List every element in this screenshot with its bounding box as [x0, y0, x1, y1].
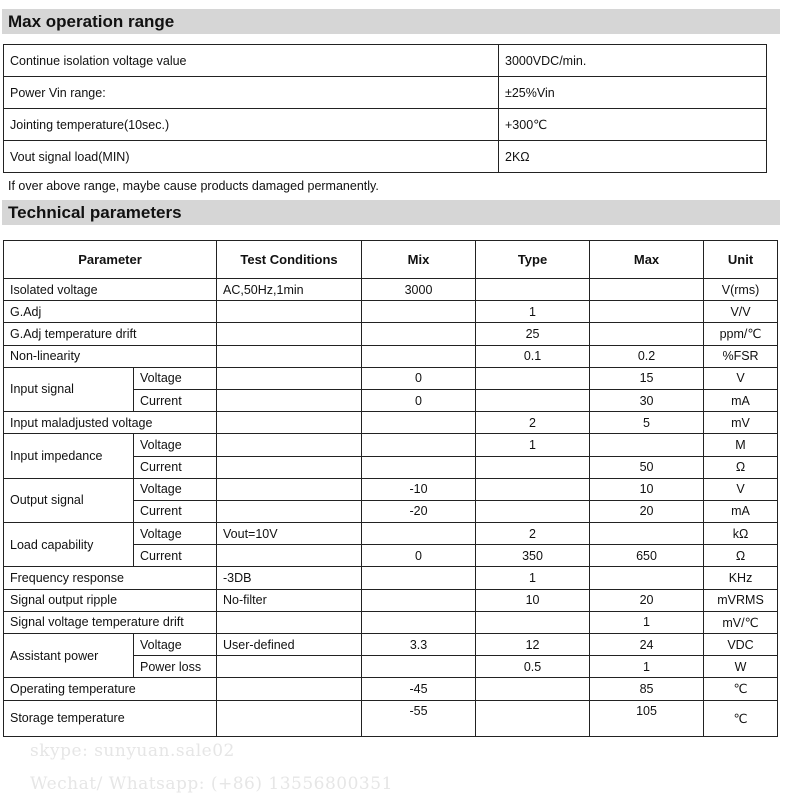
param-sub: Current	[134, 545, 217, 567]
table-row	[4, 45, 767, 77]
header-test-conditions: Test Conditions	[217, 241, 362, 279]
param-unit: Ω	[704, 456, 778, 478]
param-unit: W	[704, 656, 778, 678]
param-unit: kΩ	[704, 523, 778, 545]
param-name: Frequency response	[4, 567, 217, 589]
table-row	[4, 611, 778, 633]
table-row	[4, 678, 778, 700]
param-name: Non-linearity	[4, 345, 217, 367]
param-type	[476, 611, 590, 633]
param-unit: VDC	[704, 634, 778, 656]
table-row	[4, 301, 778, 323]
param-mix	[362, 323, 476, 345]
header-max: Max	[590, 241, 704, 279]
table-row	[4, 77, 767, 109]
table-row	[4, 345, 778, 367]
param-max	[590, 567, 704, 589]
table-row	[4, 141, 767, 173]
param-mix	[362, 412, 476, 434]
param-max: 24	[590, 634, 704, 656]
param-type: 12	[476, 634, 590, 656]
param-type: 0.1	[476, 345, 590, 367]
param-name: Input maladjusted voltage	[4, 412, 217, 434]
param-cond	[217, 323, 362, 345]
param-sub: Power loss	[134, 656, 217, 678]
param-type	[476, 478, 590, 500]
param-name: Load capability	[4, 523, 134, 567]
param-type: 350	[476, 545, 590, 567]
range-name: Jointing temperature(10sec.)	[4, 109, 499, 141]
param-max	[590, 323, 704, 345]
param-name: Signal voltage temperature drift	[4, 611, 217, 633]
param-sub: Voltage	[134, 478, 217, 500]
tech-params-heading: Technical parameters	[2, 200, 780, 225]
header-parameter: Parameter	[4, 241, 217, 279]
skype-watermark: skype: sunyuan.sale02	[30, 741, 235, 761]
table-row	[4, 567, 778, 589]
param-mix	[362, 611, 476, 633]
param-cond: -3DB	[217, 567, 362, 589]
param-max	[590, 523, 704, 545]
param-type: 1	[476, 301, 590, 323]
param-max	[590, 279, 704, 301]
param-unit: KHz	[704, 567, 778, 589]
param-cond: User-defined	[217, 634, 362, 656]
param-max	[590, 434, 704, 456]
param-type: 1	[476, 434, 590, 456]
param-cond	[217, 301, 362, 323]
param-unit: mA	[704, 500, 778, 522]
param-cond	[217, 545, 362, 567]
param-sub: Voltage	[134, 367, 217, 389]
table-row	[4, 589, 778, 611]
param-mix: -20	[362, 500, 476, 522]
param-unit: V/V	[704, 301, 778, 323]
param-mix: 3.3	[362, 634, 476, 656]
param-type	[476, 500, 590, 522]
param-max: 10	[590, 478, 704, 500]
param-unit: M	[704, 434, 778, 456]
max-range-table	[3, 44, 767, 173]
param-unit: V(rms)	[704, 279, 778, 301]
param-max: 20	[590, 500, 704, 522]
param-mix: -10	[362, 478, 476, 500]
param-mix: 0	[362, 389, 476, 411]
table-row	[4, 367, 778, 389]
param-name: Output signal	[4, 478, 134, 522]
param-max: 15	[590, 367, 704, 389]
param-sub: Voltage	[134, 634, 217, 656]
param-unit: mA	[704, 389, 778, 411]
param-sub: Voltage	[134, 523, 217, 545]
param-name: Assistant power	[4, 634, 134, 678]
header-mix: Mix	[362, 241, 476, 279]
param-mix	[362, 656, 476, 678]
wechat-watermark: Wechat/ Whatsapp: (+86) 13556800351	[30, 774, 393, 794]
range-value: ±25%Vin	[499, 77, 767, 109]
param-cond	[217, 434, 362, 456]
table-row	[4, 700, 778, 736]
range-value: +300℃	[499, 109, 767, 141]
param-cond	[217, 345, 362, 367]
param-name: G.Adj temperature drift	[4, 323, 217, 345]
param-cond	[217, 611, 362, 633]
range-name: Power Vin range:	[4, 77, 499, 109]
param-mix: 0	[362, 545, 476, 567]
param-max: 50	[590, 456, 704, 478]
param-type: 25	[476, 323, 590, 345]
param-cond	[217, 412, 362, 434]
param-type	[476, 678, 590, 700]
range-warning-note: If over above range, maybe cause products damaged permanently.	[8, 179, 379, 193]
param-mix	[362, 434, 476, 456]
param-cond	[217, 500, 362, 522]
param-name: Signal output ripple	[4, 589, 217, 611]
param-name: Storage temperature	[4, 700, 217, 736]
param-name: Input signal	[4, 367, 134, 411]
param-unit: V	[704, 478, 778, 500]
param-mix	[362, 345, 476, 367]
param-type	[476, 367, 590, 389]
param-unit: ℃	[704, 678, 778, 700]
param-unit: mV	[704, 412, 778, 434]
param-cond: AC,50Hz,1min	[217, 279, 362, 301]
param-cond	[217, 478, 362, 500]
param-name: Isolated voltage	[4, 279, 217, 301]
param-unit: Ω	[704, 545, 778, 567]
param-max: 85	[590, 678, 704, 700]
param-max: 0.2	[590, 345, 704, 367]
table-row	[4, 279, 778, 301]
param-mix: -55	[362, 700, 476, 736]
param-mix: 0	[362, 367, 476, 389]
param-mix	[362, 301, 476, 323]
param-type: 10	[476, 589, 590, 611]
param-name: G.Adj	[4, 301, 217, 323]
param-max: 650	[590, 545, 704, 567]
table-header-row	[4, 241, 778, 279]
range-value: 2KΩ	[499, 141, 767, 173]
param-cond	[217, 456, 362, 478]
table-row	[4, 434, 778, 456]
param-cond: Vout=10V	[217, 523, 362, 545]
param-mix: -45	[362, 678, 476, 700]
table-row	[4, 323, 778, 345]
max-range-heading: Max operation range	[2, 9, 780, 34]
param-unit: %FSR	[704, 345, 778, 367]
param-max: 30	[590, 389, 704, 411]
param-unit: ℃	[704, 700, 778, 736]
param-cond: No-filter	[217, 589, 362, 611]
table-row	[4, 634, 778, 656]
param-type: 2	[476, 523, 590, 545]
param-type	[476, 456, 590, 478]
range-name: Vout signal load(MIN)	[4, 141, 499, 173]
header-unit: Unit	[704, 241, 778, 279]
param-sub: Current	[134, 500, 217, 522]
table-row	[4, 109, 767, 141]
param-unit: V	[704, 367, 778, 389]
param-unit: mV/℃	[704, 611, 778, 633]
param-mix: 3000	[362, 279, 476, 301]
param-cond	[217, 367, 362, 389]
param-mix	[362, 456, 476, 478]
table-row	[4, 523, 778, 545]
param-name: Input impedance	[4, 434, 134, 478]
param-unit: ppm/℃	[704, 323, 778, 345]
param-cond	[217, 678, 362, 700]
table-row	[4, 412, 778, 434]
param-max	[590, 301, 704, 323]
tech-params-table	[3, 240, 778, 737]
param-mix	[362, 523, 476, 545]
param-type: 1	[476, 567, 590, 589]
param-sub: Current	[134, 456, 217, 478]
param-type: 2	[476, 412, 590, 434]
param-sub: Current	[134, 389, 217, 411]
range-value: 3000VDC/min.	[499, 45, 767, 77]
param-max: 1	[590, 611, 704, 633]
table-row	[4, 478, 778, 500]
param-cond	[217, 656, 362, 678]
param-max: 1	[590, 656, 704, 678]
param-mix	[362, 567, 476, 589]
param-cond	[217, 700, 362, 736]
param-type: 0.5	[476, 656, 590, 678]
param-type	[476, 700, 590, 736]
param-max: 20	[590, 589, 704, 611]
param-unit: mVRMS	[704, 589, 778, 611]
range-name: Continue isolation voltage value	[4, 45, 499, 77]
header-type: Type	[476, 241, 590, 279]
param-type	[476, 389, 590, 411]
param-max: 5	[590, 412, 704, 434]
param-sub: Voltage	[134, 434, 217, 456]
param-type	[476, 279, 590, 301]
param-cond	[217, 389, 362, 411]
param-max: 105	[590, 700, 704, 736]
param-name: Operating temperature	[4, 678, 217, 700]
param-mix	[362, 589, 476, 611]
